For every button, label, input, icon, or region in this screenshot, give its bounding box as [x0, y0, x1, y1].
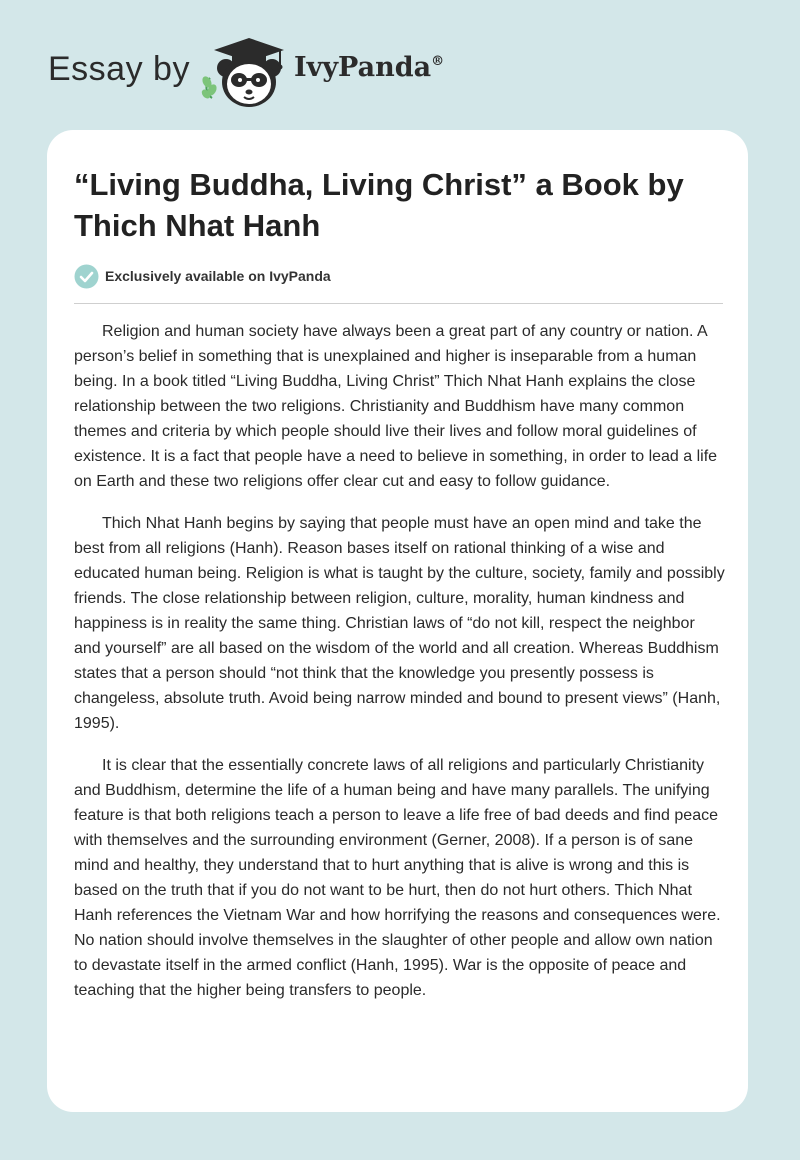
brand-prefix: Essay by [48, 50, 190, 88]
brand-name: IvyPanda® [294, 52, 445, 83]
essay-paragraph: It is clear that the essentially concrete laws of all religions and particularly Christianity and Buddhism, determine the life of a human being and have many parallels. The unifying feature is that both religions teach a person to leave a life free of bad deeds and find peace with themselves and the surrounding environment (Gerner, 2008). If a person is of sane mind and healthy, they understand that to hurt anything that is alive is wrong and this is based on the truth that if you do not want to be hurt, then do not hurt others. Thich Nhat Hanh references the Vietnam War and how horrifying the reasons and consequences were. No nation should involve themselves in the slaughter of other people and allow own nation to devastate itself in the armed conflict (Hanh, 1995). War is the opposite of peace and teaching that the higher being transfers to people. [74, 757, 721, 999]
divider [74, 303, 723, 304]
essay-card [47, 130, 748, 1112]
panda-logo-icon [200, 34, 292, 110]
exclusive-badge [74, 263, 331, 289]
exclusive-badge-label: Exclusively available on IvyPanda [105, 268, 331, 284]
registered-mark: ® [431, 54, 445, 69]
essay-title: “Living Buddha, Living Christ” a Book by Thich Nhat Hanh [74, 167, 684, 243]
essay-body [74, 319, 725, 1020]
brand-header [48, 34, 468, 110]
essay-paragraph: Religion and human society have always been a great part of any country or nation. A person’s belief in something that is unexplained and higher is inseparable from a human being. In a book titled “Living Buddha, Living Christ” Thich Nhat Hanh explains the close relationship between the two religions. Christianity and Buddhism have many common themes and criteria by which people should live their lives and follow moral guidelines of existence. It is a fact that people have a need to believe in something, in order to lead a life on Earth and these two religions offer clear cut and easy to follow guidance. [74, 323, 718, 490]
checkmark-badge-icon [74, 264, 99, 289]
essay-paragraph: Thich Nhat Hanh begins by saying that people must have an open mind and take the best from all religions (Hanh). Reason bases itself on rational thinking of a wise and educated human being. Religion is what is taught by the culture, society, family and possibly friends. The close relationship between religion, culture, morality, human kindness and happiness is in reality the same thing. Christian laws of “do not kill, respect the neighbor and yourself” are all based on the wisdom of the world and all creation. Whereas Buddhism states that a person should “not think that the knowledge you presently possess is changeless, absolute truth. Avoid being narrow minded and bound to present views” (Hanh, 1995). [74, 515, 725, 732]
